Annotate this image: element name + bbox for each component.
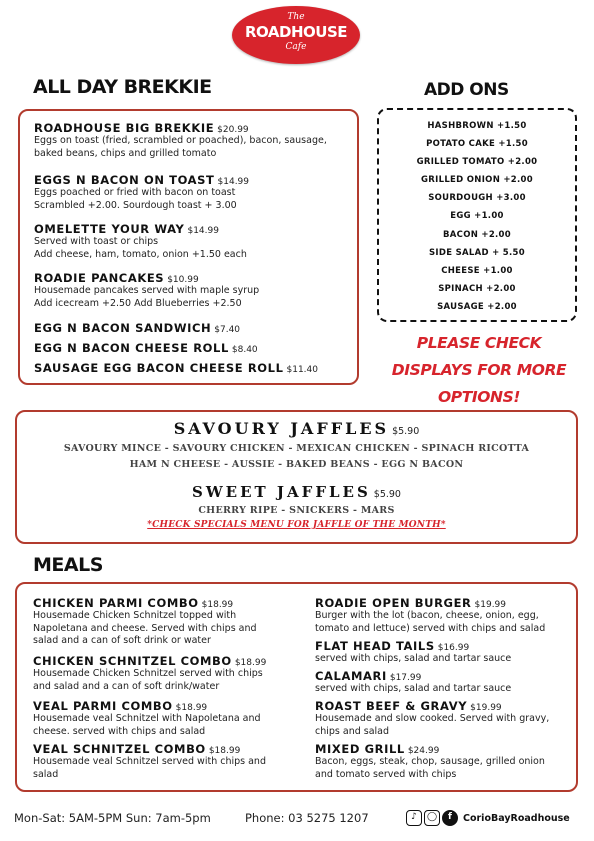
item-desc: served with chips, salad and tartar sauce <box>315 653 512 664</box>
notice-line: OPTIONS! <box>437 388 521 406</box>
item-desc: Bacon, eggs, steak, chop, sausage, grilled onion <box>315 756 545 767</box>
item-desc: Add icecream +2.50 Add Blueberries +2.50 <box>34 297 242 309</box>
social-links <box>406 810 570 826</box>
addon-item: CHEESE +1.00 <box>441 265 513 276</box>
addon-item: EGG +1.00 <box>450 211 504 222</box>
logo-the: The <box>287 12 305 22</box>
meals-heading: MEALS <box>33 554 103 576</box>
menu-item <box>34 361 318 375</box>
item-name: ROAST BEEF & GRAVY <box>315 699 468 713</box>
item-desc: Add cheese, ham, tomato, onion +1.50 each <box>34 248 247 260</box>
item-desc: Napoletana and cheese. Served with chips and <box>33 622 257 634</box>
addon-item: POTATO CAKE +1.50 <box>426 139 528 150</box>
item-name: VEAL PARMI COMBO <box>33 699 173 713</box>
item-price: $18.99 <box>175 703 208 713</box>
menu-item <box>315 699 549 738</box>
item-name: ROADIE OPEN BURGER <box>315 596 472 610</box>
addons-heading: ADD ONS <box>424 80 509 100</box>
item-desc: Served with toast or chips <box>34 236 159 247</box>
meals-panel <box>15 582 578 792</box>
facebook-icon[interactable]: f <box>442 810 458 826</box>
menu-item <box>33 742 266 781</box>
item-price: $14.99 <box>217 177 250 187</box>
menu-item <box>34 321 240 335</box>
item-price: $16.99 <box>437 643 470 653</box>
item-name: MIXED GRILL <box>315 742 405 756</box>
addon-item: GRILLED ONION +2.00 <box>421 175 533 186</box>
item-name: EGG N BACON CHEESE ROLL <box>34 341 229 355</box>
menu-item <box>315 639 511 666</box>
item-desc: tomato and lettuce) served with chips and salad <box>315 622 546 634</box>
menu-item <box>34 173 249 212</box>
menu-item <box>34 341 258 355</box>
item-name: EGG N BACON SANDWICH <box>34 321 212 335</box>
jaffle-name: SAVOURY JAFFLES <box>173 419 390 438</box>
instagram-icon[interactable]: ◯ <box>424 810 440 826</box>
item-price: $14.99 <box>187 226 219 236</box>
item-name: EGGS N BACON ON TOAST <box>34 173 215 187</box>
item-name: ROADHOUSE BIG BREKKIE <box>34 121 215 135</box>
savoury-jaffle-options: SAVOURY MINCE - SAVOURY CHICKEN - MEXICAN CHICKEN - SPINACH RICOTTA <box>63 443 530 454</box>
notice-line: DISPLAYS FOR MORE <box>391 361 567 379</box>
item-desc: cheese. served with chips and salad <box>33 725 206 737</box>
item-desc: chips and salad <box>315 725 390 737</box>
jaffle-name: SWEET JAFFLES <box>192 483 371 501</box>
item-price: $19.99 <box>470 703 502 713</box>
item-price: $24.99 <box>407 746 440 756</box>
addon-item: SOURDOUGH +3.00 <box>428 193 526 204</box>
savoury-jaffles-title <box>17 419 576 438</box>
item-price: $10.99 <box>167 275 199 285</box>
item-price: $17.99 <box>389 673 422 683</box>
addons-list <box>379 117 575 316</box>
item-name: CHICKEN SCHNITZEL COMBO <box>33 654 232 668</box>
menu-item <box>33 699 261 738</box>
menu-item <box>315 742 545 781</box>
addon-item: BACON +2.00 <box>443 229 511 240</box>
item-desc: and tomato served with chips <box>315 768 457 780</box>
sweet-jaffle-options: CHERRY RIPE - SNICKERS - MARS <box>198 505 395 516</box>
brekkie-heading: ALL DAY BREKKIE <box>33 76 212 98</box>
jaffles-panel <box>15 410 578 544</box>
item-name: VEAL SCHNITZEL COMBO <box>33 742 206 756</box>
menu-item <box>34 222 247 261</box>
item-desc: served with chips, salad and tartar sauce <box>315 683 512 694</box>
addon-item: SAUSAGE +2.00 <box>437 301 517 312</box>
item-name: FLAT HEAD TAILS <box>315 639 435 653</box>
item-desc: Scrambled +2.00. Sourdough toast + 3.00 <box>34 199 237 211</box>
item-name: CHICKEN PARMI COMBO <box>33 596 199 610</box>
savoury-jaffle-options: HAM N CHEESE - AUSSIE - BAKED BEANS - EGG N BACON <box>129 459 464 470</box>
item-price: $8.40 <box>231 345 258 355</box>
addons-panel <box>377 108 577 322</box>
logo-roadhouse: ROADHOUSE <box>245 23 347 41</box>
phone-number: Phone: 03 5275 1207 <box>245 811 369 825</box>
item-desc: and salad and a can of soft drink/water <box>33 680 220 692</box>
menu-item <box>315 596 545 635</box>
check-displays-notice <box>377 330 581 411</box>
menu-item <box>33 596 257 648</box>
item-price: $7.40 <box>214 325 241 335</box>
item-desc: Housemade veal Schnitzel with Napoletana and <box>33 713 261 724</box>
addon-item: SPINACH +2.00 <box>438 283 516 294</box>
addon-item: GRILLED TOMATO +2.00 <box>416 157 538 168</box>
item-desc: Housemade Chicken Schnitzel topped with <box>33 610 237 621</box>
menu-item <box>34 121 327 160</box>
item-price: $18.99 <box>234 658 267 668</box>
item-price: $20.99 <box>217 125 249 135</box>
addon-item: HASHBROWN +1.50 <box>427 121 527 131</box>
jaffle-of-month-note: *CHECK SPECIALS MENU FOR JAFFLE OF THE MONTH* <box>147 520 446 530</box>
menu-item <box>315 669 511 696</box>
menu-item <box>33 654 266 693</box>
item-name: ROADIE PANCAKES <box>34 271 165 285</box>
item-desc: Eggs poached or fried with bacon on toast <box>34 187 236 198</box>
item-desc: Eggs on toast (fried, scrambled or poached), bacon, sausage, <box>34 135 327 146</box>
item-price: $19.99 <box>474 600 507 610</box>
tiktok-icon[interactable]: ♪ <box>406 810 422 826</box>
item-desc: Housemade pancakes served with maple syrup <box>34 285 260 296</box>
social-handle[interactable]: CorioBayRoadhouse <box>463 812 570 824</box>
item-desc: Housemade Chicken Schnitzel served with chips <box>33 668 263 679</box>
item-price: $18.99 <box>208 746 241 756</box>
roadhouse-logo <box>232 6 360 64</box>
jaffle-price: $5.90 <box>392 426 420 437</box>
item-desc: salad and a can of soft drink or water <box>33 635 211 646</box>
item-price: $11.40 <box>286 365 318 375</box>
item-name: CALAMARI <box>315 669 387 683</box>
menu-item <box>34 271 259 310</box>
notice-line: PLEASE CHECK <box>416 334 542 352</box>
item-desc: baked beans, chips and grilled tomato <box>34 147 217 159</box>
brekkie-panel <box>18 109 359 385</box>
item-desc: salad <box>33 768 59 780</box>
jaffle-price: $5.90 <box>373 489 401 500</box>
item-desc: Housemade and slow cooked. Served with gravy, <box>315 713 550 724</box>
sweet-jaffles-title <box>17 482 576 501</box>
item-desc: Burger with the lot (bacon, cheese, onion, egg, <box>315 610 539 621</box>
item-desc: Housemade veal Schnitzel served with chips and <box>33 756 266 767</box>
opening-hours: Mon-Sat: 5AM-5PM Sun: 7am-5pm <box>14 811 211 825</box>
item-name: OMELETTE YOUR WAY <box>34 222 185 236</box>
item-name: SAUSAGE EGG BACON CHEESE ROLL <box>34 361 284 375</box>
logo-cafe: Cafe <box>285 42 307 52</box>
addon-item: SIDE SALAD + 5.50 <box>429 247 525 258</box>
item-price: $18.99 <box>201 600 234 610</box>
